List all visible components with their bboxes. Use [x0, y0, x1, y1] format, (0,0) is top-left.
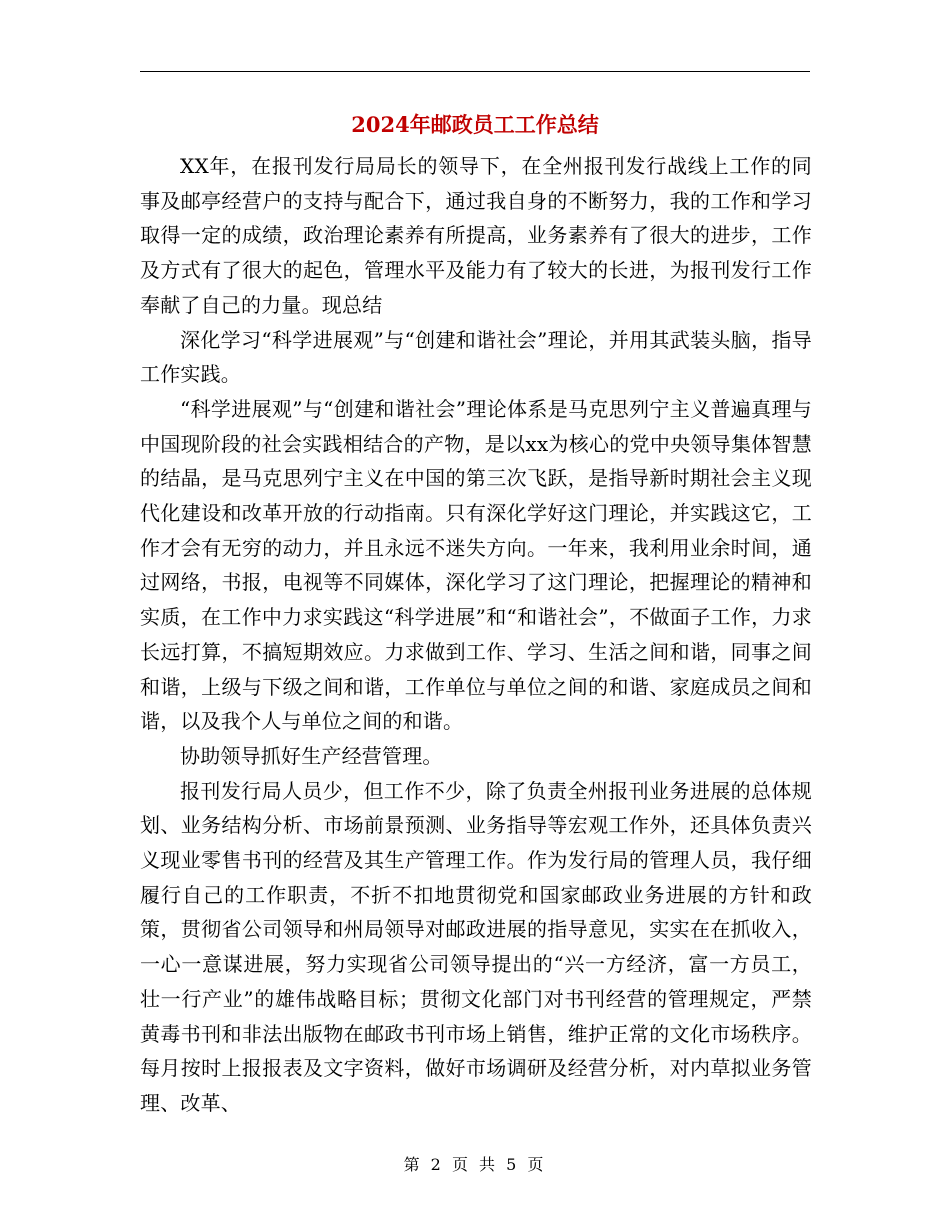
page-footer: 第 2 页 共 5 页 [403, 1155, 547, 1174]
document-title: 2024年邮政员工工作总结 [351, 112, 599, 137]
paragraph-theory: “科学进展观”与“创建和谐社会”理论体系是马克思列宁主义普遍真理与中国现阶段的社会实践相结合的产物，是以xx为核心的党中央领导集体智慧的结晶，是马克思列宁主义在中国的第三次飞跃，是指导新时期社会主义现代化建设和改革开放的行动指南。只有深化学好这门理论，并实践这它，工作才会有无穷的动力，并且永远不迷失方向。一年来，我利用业余时间，通过网络，书报，电视等不同媒体，深化学习了这门理论，把握理论的精神和实质，在工作中力求实践这“科学进展”和“和谐社会”，不做面子工作，力求长远打算，不搞短期效应。力求做到工作、学习、生活之间和谐，同事之间和谐，上级与下级之间和谐，工作单位与单位之间的和谐、家庭成员之间和谐，以及我个人与单位之间的和谐。 [140, 396, 812, 734]
paragraph-intro: XX年，在报刊发行局局长的领导下，在全州报刊发行战线上工作的同事及邮亭经营户的支持与配合下，通过我自身的不断努力，我的工作和学习取得一定的成绩，政治理论素养有所提高，业务素养有了很大的进步，工作及方式有了很大的起色，管理水平及能力有了较大的长进，为报刊发行工作奉献了自己的力量。现总结 [140, 154, 812, 317]
paragraph-heading-management: 协助领导抓好生产经营管理。 [180, 743, 443, 768]
paragraph-management: 报刊发行局人员少，但工作不少，除了负责全州报刊业务进展的总体规划、业务结构分析、市场前景预测、业务指导等宏观工作外，还具体负责兴义现业零售书刊的经营及其生产管理工作。作为发行局的管理人员，我仔细履行自己的工作职责，不折不扣地贯彻党和国家邮政业务进展的方针和政策，贯彻省公司领导和州局领导对邮政进展的指导意见，实实在在抓收入，一心一意谋进展，努力实现省公司领导提出的“兴一方经济，富一方员工，壮一行产业”的雄伟战略目标；贯彻文化部门对书刊经营的管理规定，严禁黄毒书刊和非法出版物在邮政书刊市场上销售，维护正常的文化市场秩序。每月按时上报报表及文字资料，做好市场调研及经营分析，对内草拟业务管理、改革、 [140, 778, 812, 1115]
paragraph-heading-study: 深化学习“科学进展观”与“创建和谐社会”理论，并用其武装头脑，指导工作实践。 [140, 327, 812, 387]
document-body [140, 149, 812, 1121]
header-rule [140, 71, 810, 72]
